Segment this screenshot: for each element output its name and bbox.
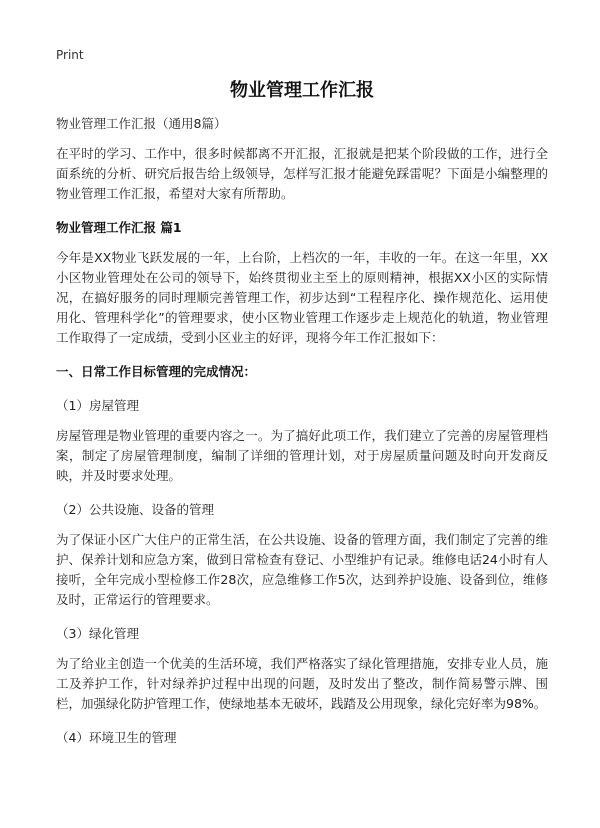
part-heading: 一、日常工作目标管理的完成情况： — [56, 364, 257, 379]
document-subtitle: 物业管理工作汇报（通用8篇） — [56, 116, 227, 131]
item-text-housing: 房屋管理是物业管理的重要内容之一。为了搞好此项工作，我们建立了完善的房屋管理档案，制定了房屋管理制度，编制了详细的管理计划，对于房屋质量问题及时向开发商反映，并及时要求处理。 — [56, 428, 548, 483]
document-body — [56, 78, 548, 758]
page-title: 物业管理工作汇报 — [230, 80, 374, 101]
print-link[interactable]: Print — [56, 48, 84, 62]
item-label-sanitation: （4）环境卫生的管理 — [56, 730, 177, 745]
section-paragraph: 今年是XX物业飞跃发展的一年，上台阶，上档次的一年，丰收的一年。在这一年里，XX小区物业管理处在公司的领导下，始终贯彻业主至上的原则精神，根据XX小区的实际情况，在搞好服务的同时理顺完善管理工作，初步达到“工程程序化、操作规范化、运用使用化、管理科学化”的管理要求，使小区物业管理工作逐步走上规范化的轨道，物业管理工作取得了一定成绩，受到小区业主的好评，现将今年工作汇报如下： — [56, 250, 548, 345]
item-label-housing: （1）房屋管理 — [56, 398, 139, 413]
item-label-facilities: （2）公共设施、设备的管理 — [56, 502, 214, 517]
item-text-facilities: 为了保证小区广大住户的正常生活，在公共设施、设备的管理方面，我们制定了完善的维护、保养计划和应急方案，做到日常检查有登记、小型维护有记录。维修电话24小时有人接听，全年完成小型检修工作28次，应急维修工作5次，达到养护设施、设备到位，维修及时，正常运行的管理要求。 — [56, 532, 548, 607]
item-text-greening: 为了给业主创造一个优美的生活环境，我们严格落实了绿化管理措施，安排专业人员，施工及养护工作，针对绿养护过程中出现的问题，及时发出了整改，制作简易警示牌、围栏，加强绿化防护管理工作，使绿地基本无破坏，践踏及公用现象，绿化完好率为98%。 — [56, 656, 548, 711]
item-label-greening: （3）绿化管理 — [56, 626, 139, 641]
section-heading: 物业管理工作汇报 篇1 — [56, 220, 182, 235]
intro-paragraph: 在平时的学习、工作中，很多时候都离不开汇报，汇报就是把某个阶段做的工作，进行全面系统的分析、研究后报告给上级领导，怎样写汇报才能避免踩雷呢？下面是小编整理的物业管理工作汇报，希望对大家有所帮助。 — [56, 146, 548, 201]
